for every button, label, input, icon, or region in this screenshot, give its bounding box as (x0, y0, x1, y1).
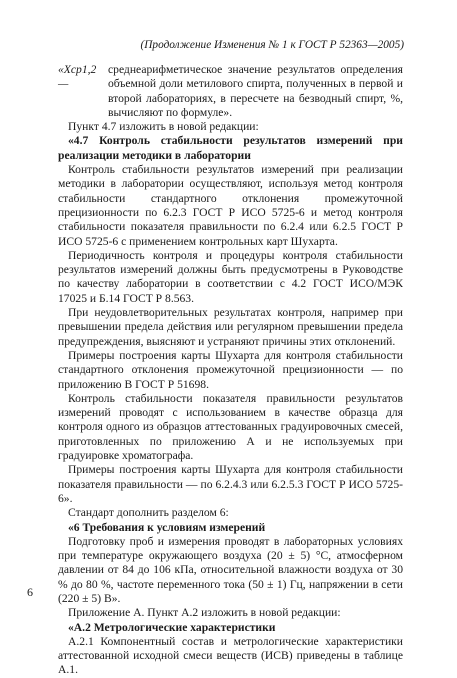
paragraph: При неудовлетворительных результатах контроля, например при превышении предела действия или регулярном превышении предела предупреждения, выясняют и устраняют причины этих отклонений. (58, 306, 403, 348)
paragraph: Контроль стабильности результатов измерений при реализации методики в лаборатории осуществляют, используя метод контроля стабильности стандартного отклонения промежуточной прецизионности по 6.2.3 ГОСТ Р ИСО 5725-6 и метод контроля стабильности показателя правильности по 6.2.4 или 6.2.5 ГОСТ Р ИСО 5725-6 с применением контрольных карт Шухарта. (58, 163, 403, 248)
definition-label: «Хср1,2 — (58, 63, 97, 91)
paragraph: А.2.1 Компонентный состав и метрологические характеристики аттестованной исходной смеси веществ (ИСВ) приведены в таблице А.1. (58, 634, 403, 677)
page-number: 6 (27, 585, 33, 599)
paragraph: Стандарт дополнить разделом 6: (68, 506, 229, 520)
paragraph: Пункт 4.7 изложить в новой редакции: (68, 120, 259, 134)
running-header: (Продолжение Изменения № 1 к ГОСТ Р 52363—2005) (140, 39, 404, 51)
definition-entry (58, 63, 403, 120)
paragraph: Подготовку проб и измерения проводят в лабораторных условиях при температуре окружающего воздуха (20 ± 5) °С, атмосферном давлении от 84 до 106 кПа, относительной влажности воздуха от 30 % до 80 %, частоте переменного тока (50 ± 1) Гц, напряжении в сети (220 ± 5) В». (58, 534, 403, 605)
section-heading: «А.2 Метрологические характеристики (68, 620, 276, 634)
section-heading: «4.7 Контроль стабильности результатов измерений при реализации методики в лаборатории (58, 134, 403, 162)
paragraph: Приложение А. Пункт А.2 изложить в новой редакции: (68, 606, 341, 620)
definition-text: среднеарифметическое значение результатов определения объемной доли метилового спирта, полученных в первой и второй лабораториях, в пересчете на безводный спирт, %, вычисляют по формуле». (108, 63, 403, 119)
paragraph: Периодичность контроля и процедуры контроля стабильности результатов измерений должны быть предусмотрены в Руководстве по качеству лаборатории в соответствии с 4.2 ГОСТ ИСО/МЭК 17025 и Б.14 ГОСТ Р 8.563. (58, 248, 403, 305)
paragraph: Примеры построения карты Шухарта для контроля стабильности стандартного отклонения промежуточной прецизионности — по приложению В ГОСТ Р 51698. (58, 348, 403, 391)
paragraph: Примеры построения карты Шухарта для контроля стабильности показателя правильности — по 6.2.4.3 или 6.2.5.3 ГОСТ Р ИСО 5725-6». (58, 463, 403, 505)
section-heading: «6 Требования к условиям измерений (68, 520, 266, 534)
document-body (58, 63, 403, 678)
paragraph: Контроль стабильности показателя правильности результатов измерений проводят с использованием в качестве образца для контроля одного из образцов аттестованных градуировочных смесей, приготовленных по приложению А и не используемых при градуировке хроматографа. (58, 391, 403, 463)
